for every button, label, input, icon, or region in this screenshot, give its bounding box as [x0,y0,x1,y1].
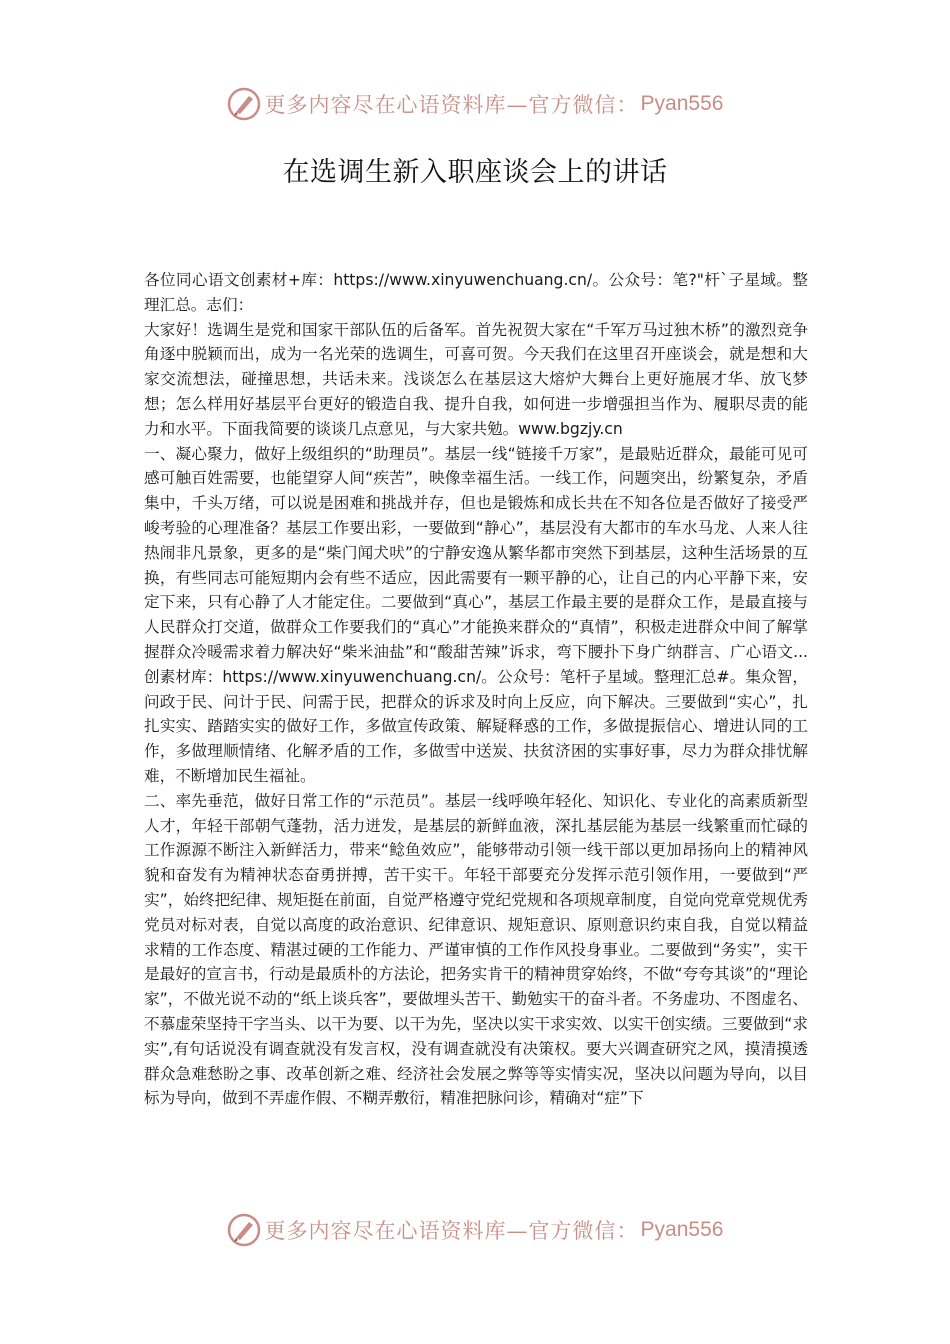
page-title: 在选调生新入职座谈会上的讲话 [282,157,668,188]
paragraph-greeting: 各位同心语文创素材+库：https://www.xinyuwenchuang.cn/。公众号：笔?"杆`子星域。整理汇总。志们： [144,271,808,314]
document-body [144,268,808,1111]
wechat-id: Pyan556 [640,92,724,115]
header-banner [0,84,950,124]
banner-text: 更多内容尽在心语资料库—官方微信： [264,1219,639,1243]
pen-logo-icon [227,1213,261,1247]
footer-banner [0,1210,950,1250]
wechat-id: Pyan556 [640,1218,724,1241]
paragraph-section-one: 一、凝心聚力，做好上级组织的“助理员”。基层一线“链接千万家”，是最贴近群众，最能可见可感可触百姓需要，也能望穿人间“疾苦”，映像幸福生活。一线工作，问题突出，纷繁复杂，矛盾集中，千头万绪，可以说是困难和挑战并存，但也是锻炼和成长共在不知各位是否做好了接受严峻考验的心理准备？基层工作要出彩，一要做到“静心”，基层没有大都市的车水马龙、人来人往热闹非凡景象，更多的是“柴门闻犬吠”的宁静安逸从繁华都市突然下到基层，这种生活场景的互换，有些同志可能短期内会有些不适应，因此需要有一颗平静的心，让自己的内心平静下来，安定下来，只有心静了人才能定住。二要做到“真心”，基层工作最主要的是群众工作，是最直接与人民群众打交道，做群众工作要我们的“真心”才能换来群众的“真情”，积极走进群众中间了解掌握群众冷暖需求着力解决好“柴米油盐”和“酸甜苦辣”诉求，弯下腰扑下身广纳群言、广心语文...创素材库：https://www.xinyuwenchuang.cn/。公众号：笔杆子星域。整理汇总#。集众智，问政于民、问计于民、问需于民，把群众的诉求及时向上反应，向下解决。三要做到“实心”，扎扎实实、踏踏实实的做好工作，多做宣传政策、解疑释惑的工作，多做提振信心、增进认同的工作，多做理顺情绪、化解矛盾的工作，多做雪中送炭、扶贫济困的实事好事，尽力为群众排忧解难，不断增加民生福祉。 [144,444,808,785]
banner-text: 更多内容尽在心语资料库—官方微信： [264,93,639,117]
pen-logo-icon [227,87,261,121]
paragraph-section-two: 二、率先垂范，做好日常工作的“示范员”。基层一线呼唤年轻化、知识化、专业化的高素质新型人才，年轻干部朝气蓬勃，活力迸发，是基层的新鲜血液，深扎基层能为基层一线繁重而忙碌的工作源源不断注入新鲜活力，带来“鲶鱼效应”，能够带动引领一线干部以更加昂扬向上的精神风貌和奋发有为精神状态奋勇拼搏，苦干实干。年轻干部要充分发挥示范引领作用，一要做到“严实”，始终把纪律、规矩挺在前面，自觉严格遵守党纪党规和各项规章制度，自觉向党章党规优秀党员对标对表，自觉以高度的政治意识、纪律意识、规矩意识、原则意识约束自我，自觉以精益求精的工作态度、精湛过硬的工作能力、严谨审慎的工作作风投身事业。二要做到“务实”，实干是最好的宣言书，行动是最质朴的方法论，把务实肯干的精神贯穿始终，不做“夸夸其谈”的“理论家”，不做光说不动的“纸上谈兵客”，要做埋头苦干、勤勉实干的奋斗者。不务虚功、不图虚名、不慕虚荣坚持干字当头、以干为要、以干为先，坚决以实干求实效、以实干创实绩。三要做到“求实”,有句话说没有调查就没有发言权，没有调查就没有决策权。要大兴调查研究之风，摸清摸透群众急难愁盼之事、改革创新之难、经济社会发展之弊等等实情实况，坚决以问题为导向，以目标为导向，做到不弄虚作假、不糊弄敷衍，精准把脉问诊，精确对“症”下 [144,791,808,1108]
paragraph-intro: 大家好！选调生是党和国家干部队伍的后备军。首先祝贺大家在“千军万马过独木桥”的激烈竞争角逐中脱颖而出，成为一名光荣的选调生，可喜可贺。今天我们在这里召开座谈会，就是想和大家交流想法，碰撞思想，共话未来。浅谈怎么在基层这大熔炉大舞台上更好施展才华、放飞梦想；怎么样用好基层平台更好的锻造自我、提升自我，如何进一步增强担当作为、履职尽责的能力和水平。下面我简要的谈谈几点意见，与大家共勉。www.bgzjy.cn [144,320,808,438]
